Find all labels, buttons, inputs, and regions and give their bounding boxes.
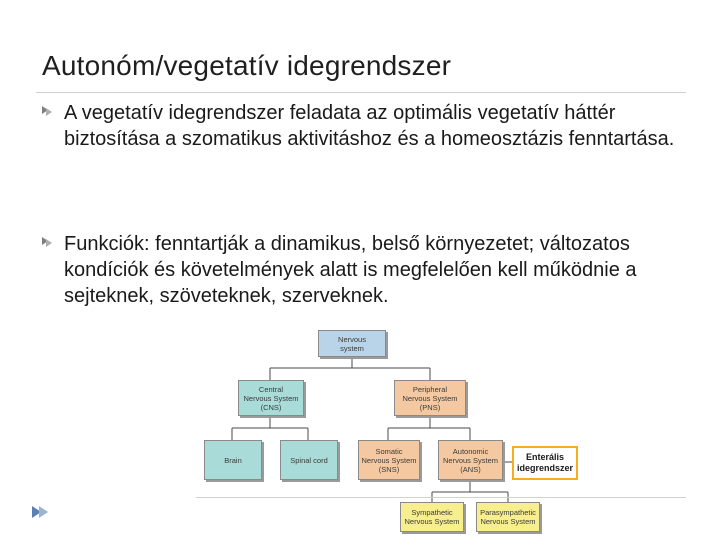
title-divider — [36, 92, 686, 93]
footer-divider — [196, 497, 686, 498]
node-enteric-highlight: Enterális idegrendszer — [512, 446, 578, 480]
node-brain: Brain — [204, 440, 262, 480]
bullet-icon — [40, 235, 56, 251]
bullet-icon — [40, 104, 56, 120]
bullet-text-2: Funkciók: fenntartják a dinamikus, belső környezetet; változatos kondíciók és követelmények alatt is megfelelően kell működnie a sejteknek, szöveteknek, szerveknek. — [64, 233, 637, 307]
node-cns: Central Nervous System (CNS) — [238, 380, 304, 416]
node-parasympathetic: Parasympathetic Nervous System — [476, 502, 540, 532]
slide-nav-arrow-icon — [30, 505, 50, 519]
bullet-text-1: A vegetatív idegrendszer feladata az optimális vegetatív háttér biztosítása a szomatikus aktivitáshoz és a homeosztázis fenntartása. — [64, 102, 675, 150]
node-nervous-system: Nervous system — [318, 330, 386, 357]
node-ans: Autonomic Nervous System (ANS) — [438, 440, 503, 480]
slide-title: Autonóm/vegetatív idegrendszer — [42, 50, 452, 81]
node-sympathetic: Sympathetic Nervous System — [400, 502, 464, 532]
node-pns: Peripheral Nervous System (PNS) — [394, 380, 466, 416]
node-spinal-cord: Spinal cord — [280, 440, 338, 480]
node-sns: Somatic Nervous System (SNS) — [358, 440, 420, 480]
